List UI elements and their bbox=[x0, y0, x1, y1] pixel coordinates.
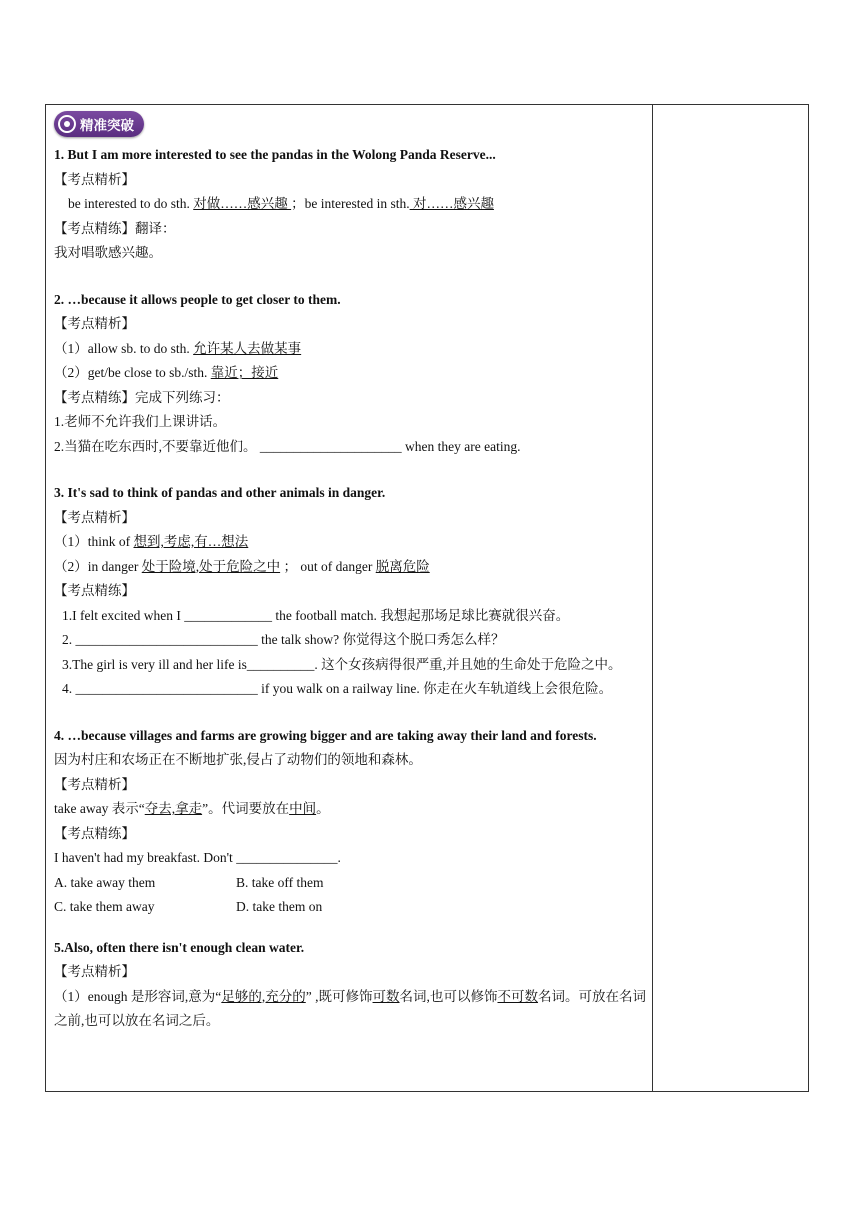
s3-question-1: 1.I felt excited when I _____________ the football match. 我想起那场足球比赛就很兴奋。 bbox=[62, 607, 570, 623]
s2-question-2: 2.当猫在吃东西时,不要靠近他们。 _____________________ when they are eating. bbox=[54, 438, 521, 454]
s4-title: 4. …because villages and farms are growing bigger and are taking away their land and forests. bbox=[54, 727, 597, 743]
notes-column bbox=[652, 105, 653, 1091]
s4-question: I haven't had my breakfast. Don't _______________. bbox=[54, 850, 341, 865]
s1-analysis-label: 【考点精析】 bbox=[54, 171, 135, 187]
s1-title: 1. But I am more interested to see the pandas in the Wolong Panda Reserve... bbox=[54, 147, 496, 162]
s3-question-3: 3.The girl is very ill and her life is__________. 这个女孩病得很严重,并且她的生命处于危险之中。 bbox=[62, 656, 622, 672]
s4-translation: 因为村庄和农场正在不断地扩张,侵占了动物们的领地和森林。 bbox=[54, 752, 422, 767]
s3-analysis-label: 【考点精析】 bbox=[54, 509, 135, 525]
section-badge bbox=[54, 111, 144, 137]
s1-analysis: be interested to do sth. 对做……感兴趣 ；be interested in sth. 对……感兴趣 bbox=[68, 196, 494, 211]
s2-point-2: （2）get/be close to sb./sth. 靠近；接近 bbox=[54, 365, 279, 380]
s3-point-2: （2）in danger 处于险境,处于危险之中 ； out of danger 脱离危险 bbox=[54, 558, 430, 574]
s5-point-1: （1）enough 是形容词,意为“足够的,充分的” ,既可修饰可数名词,也可以修饰不可数名词。可放在名词之前,也可以放在名词之后。 bbox=[54, 988, 647, 1028]
s2-analysis-label: 【考点精析】 bbox=[54, 316, 135, 331]
option-d: D. take them on bbox=[236, 899, 323, 914]
s2-title: 2. …because it allows people to get closer to them. bbox=[54, 291, 341, 307]
main-content bbox=[54, 111, 646, 1034]
option-b: B. take off them bbox=[236, 874, 324, 890]
badge-label: 精准突破 bbox=[80, 118, 134, 134]
option-a: A. take away them bbox=[54, 874, 156, 890]
target-icon bbox=[58, 115, 76, 133]
s3-title: 3. It's sad to think of pandas and other animals in danger. bbox=[54, 485, 386, 500]
s4-practice-label: 【考点精练】 bbox=[54, 825, 135, 841]
s4-note: take away 表示“夺去,拿走”。代词要放在中间。 bbox=[54, 801, 330, 816]
s4-analysis-label: 【考点精析】 bbox=[54, 776, 135, 792]
s4-options-cd bbox=[54, 895, 646, 920]
s5-analysis-label: 【考点精析】 bbox=[54, 964, 135, 979]
s4-options-ab bbox=[54, 871, 646, 896]
s2-question-1: 1.老师不允许我们上课讲话。 bbox=[54, 414, 227, 429]
s5-title: 5.Also, often there isn't enough clean water. bbox=[54, 939, 305, 955]
option-c: C. take them away bbox=[54, 899, 155, 914]
s2-point-1: （1）allow sb. to do sth. 允许某人去做某事 bbox=[54, 340, 302, 356]
s1-question: 我对唱歌感兴趣。 bbox=[54, 245, 162, 260]
s1-practice-label: 【考点精练】翻译： bbox=[54, 220, 176, 236]
s3-question-2: 2. ___________________________ the talk show? 你觉得这个脱口秀怎么样？ bbox=[62, 632, 505, 647]
s3-question-4: 4. ___________________________ if you walk on a railway line. 你走在火车轨道线上会很危险。 bbox=[62, 681, 613, 696]
s3-point-1: （1）think of 想到,考虑,有…想法 bbox=[54, 534, 249, 549]
s2-practice-label: 【考点精练】完成下列练习： bbox=[54, 389, 230, 405]
worksheet-table bbox=[45, 104, 809, 1092]
s3-practice-label: 【考点精练】 bbox=[54, 583, 135, 598]
